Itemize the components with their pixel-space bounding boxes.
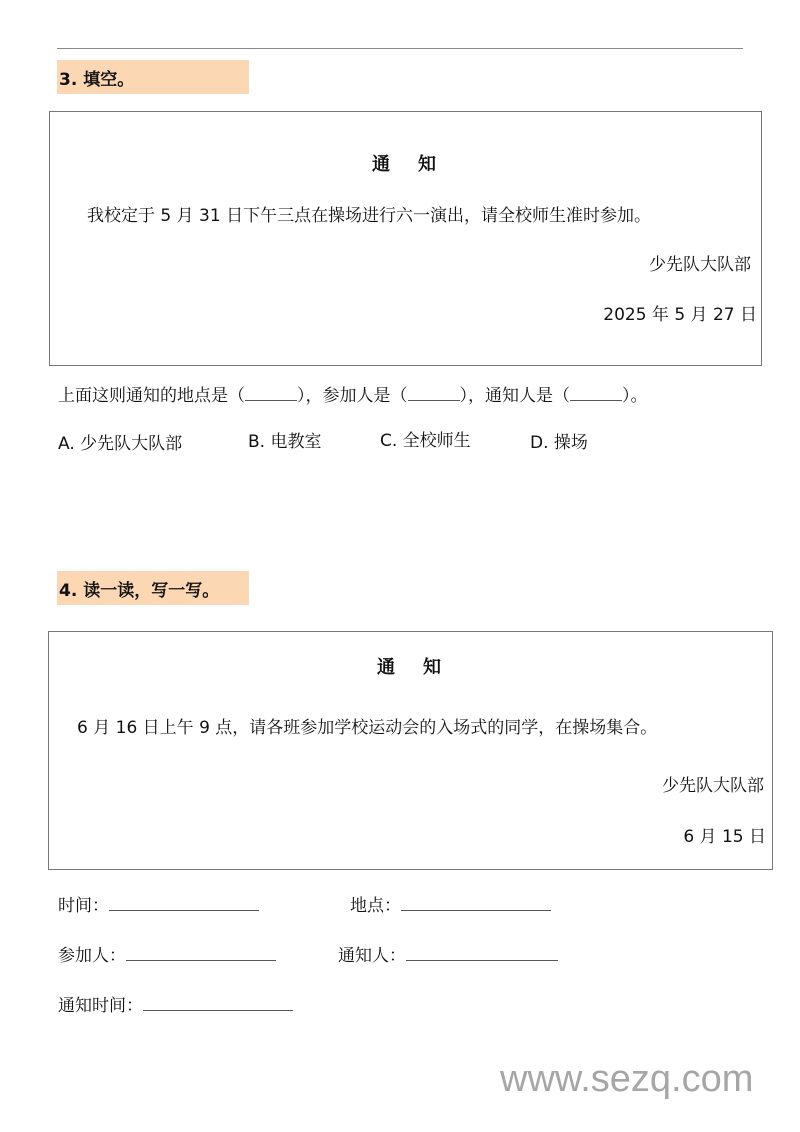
section3-question — [58, 381, 648, 406]
field-participants-blank[interactable] — [126, 946, 276, 961]
field-place-label: 地点： — [350, 896, 401, 916]
field-participants-label: 参加人： — [58, 946, 126, 966]
question-text-4: ）。 — [622, 386, 648, 406]
answer-blank-notifier[interactable] — [570, 386, 622, 401]
watermark: www.sezq.com — [500, 1058, 754, 1100]
notice1-signer: 少先队大队部 — [649, 255, 751, 275]
option-c: C. 全校师生 — [380, 431, 471, 451]
field-place-blank[interactable] — [401, 896, 551, 911]
top-divider — [57, 48, 743, 49]
notice1-title-a: 通 — [372, 154, 390, 175]
field-notice-time-label: 通知时间： — [58, 996, 143, 1016]
field-notice-time — [58, 991, 293, 1016]
field-place — [350, 891, 551, 916]
field-notice-time-blank[interactable] — [143, 996, 293, 1011]
notice2-body: 6 月 16 日上午 9 点，请各班参加学校运动会的入场式的同学，在操场集合。 — [77, 718, 658, 738]
notice1-date: 2025 年 5 月 27 日 — [603, 305, 757, 325]
option-b: B. 电教室 — [248, 432, 322, 452]
field-notifier — [338, 941, 558, 966]
question-text-2: ），参加人是（ — [297, 386, 408, 406]
question-text-1: 上面这则通知的地点是（ — [58, 386, 245, 406]
field-time — [58, 891, 259, 916]
field-time-label: 时间： — [58, 896, 109, 916]
notice1-title-b: 知 — [418, 154, 436, 175]
notice2-date: 6 月 15 日 — [683, 827, 766, 847]
notice2-signer: 少先队大队部 — [662, 776, 764, 796]
section4-heading: 4. 读一读，写一写。 — [57, 571, 249, 605]
notice1-body: 我校定于 5 月 31 日下午三点在操场进行六一演出，请全校师生准时参加。 — [87, 206, 652, 226]
field-notifier-label: 通知人： — [338, 946, 406, 966]
notice2-title — [377, 653, 441, 679]
field-participants — [58, 941, 276, 966]
notice-box-1 — [49, 111, 762, 366]
field-time-blank[interactable] — [109, 896, 259, 911]
answer-blank-participants[interactable] — [408, 386, 460, 401]
option-d: D. 操场 — [530, 433, 588, 453]
notice2-title-a: 通 — [377, 657, 395, 678]
answer-blank-place[interactable] — [245, 386, 297, 401]
option-a: A. 少先队大队部 — [58, 434, 183, 454]
field-notifier-blank[interactable] — [406, 946, 558, 961]
notice1-title — [372, 150, 436, 176]
notice2-title-b: 知 — [423, 657, 441, 678]
section3-heading: 3. 填空。 — [57, 60, 249, 94]
notice-box-2 — [48, 631, 773, 870]
question-text-3: ），通知人是（ — [459, 386, 570, 406]
